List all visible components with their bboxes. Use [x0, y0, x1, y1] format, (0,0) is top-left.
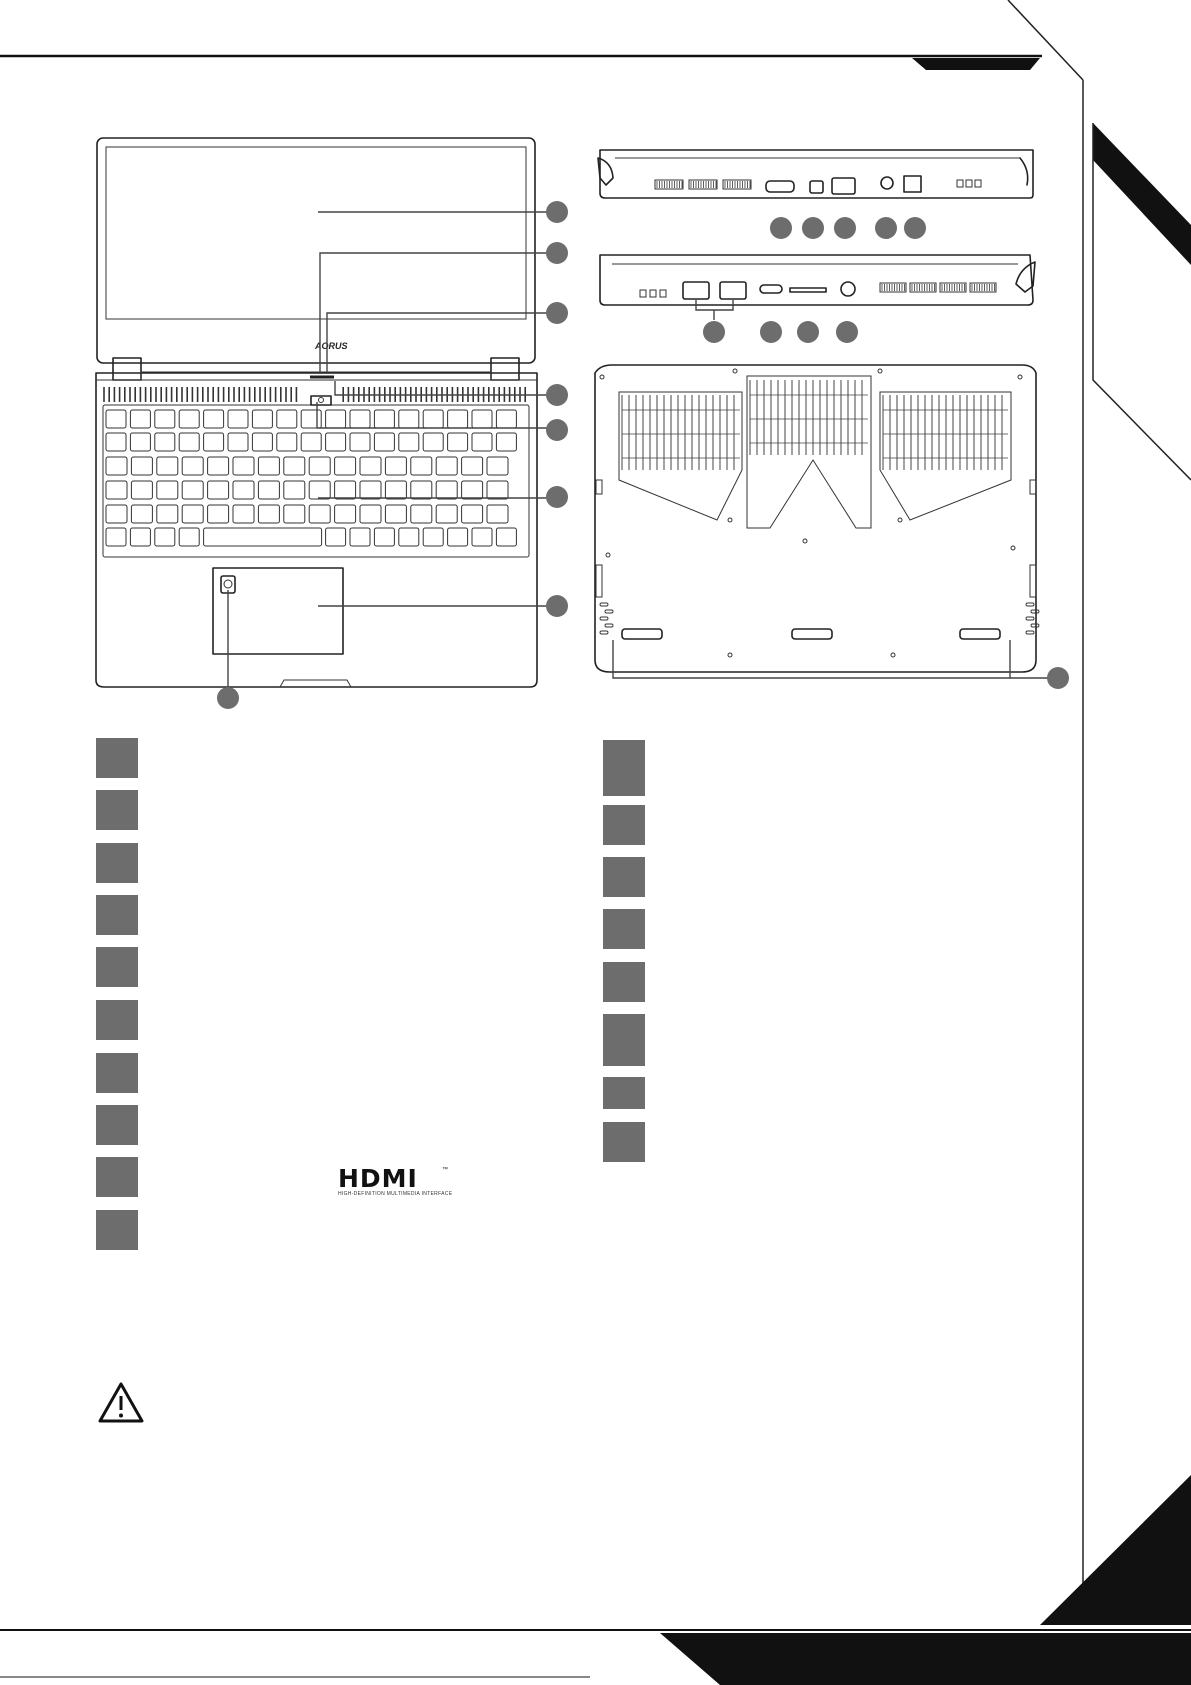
legend-number-box: [603, 1077, 645, 1109]
usb-c-port: [760, 285, 782, 293]
callout-marker: [546, 384, 568, 406]
legend-number-box: [96, 1000, 138, 1040]
callout-marker: [703, 321, 725, 343]
legend-number-box: [603, 962, 645, 1002]
warning-triangle-icon: [97, 1381, 145, 1425]
callout-marker: [834, 217, 856, 239]
legend-number-box: [96, 1210, 138, 1250]
mini-displayport: [810, 181, 823, 193]
sd-card-slot: [790, 288, 826, 292]
callout-marker: [904, 217, 926, 239]
callout-marker: [760, 321, 782, 343]
callout-marker: [875, 217, 897, 239]
legend-number-box: [96, 738, 138, 778]
audio-jack: [881, 177, 893, 189]
legend-number-box: [603, 805, 645, 845]
legend-number-box: [96, 947, 138, 987]
legend-number-box: [603, 909, 645, 949]
legend-number-box: [96, 790, 138, 830]
side-vents: [880, 283, 996, 292]
laptop-side-view-left: [590, 245, 1040, 350]
callout-bottom: [1000, 665, 1070, 695]
ethernet-port: [904, 176, 921, 192]
hdmi-logo-tm: ™: [442, 1167, 448, 1173]
callout-marker: [802, 217, 824, 239]
legend-number-box: [96, 1053, 138, 1093]
usb-port: [720, 282, 746, 299]
legend-number-box: [96, 1157, 138, 1197]
callouts-left: [200, 190, 570, 720]
callout-marker: [1047, 667, 1069, 689]
legend-number-box: [96, 1105, 138, 1145]
hdmi-logo-word: HDMI: [338, 1164, 418, 1193]
hdmi-port: [766, 181, 794, 192]
usb-port: [832, 178, 855, 194]
laptop-side-view-right: [590, 140, 1040, 250]
dc-in-jack: [841, 282, 855, 296]
callout-marker: [546, 201, 568, 223]
callout-marker: [546, 486, 568, 508]
callout-marker: [546, 302, 568, 324]
callout-marker: [546, 419, 568, 441]
callout-marker: [217, 687, 239, 709]
legend-number-box: [96, 843, 138, 883]
hdmi-logo: [338, 1164, 453, 1197]
legend-number-box: [96, 895, 138, 935]
callout-marker: [797, 321, 819, 343]
legend-number-box: [603, 740, 645, 796]
callout-marker: [546, 595, 568, 617]
callout-marker: [836, 321, 858, 343]
hdmi-logo-tagline: HIGH-DEFINITION MULTIMEDIA INTERFACE: [338, 1191, 453, 1197]
laptop-bottom-view: [590, 360, 1075, 700]
side-vents: [655, 180, 751, 189]
callout-marker: [770, 217, 792, 239]
legend-number-box: [603, 857, 645, 897]
callout-marker: [546, 242, 568, 264]
usb-port: [683, 282, 709, 299]
legend-number-box: [603, 1122, 645, 1162]
legend-number-box: [603, 1014, 645, 1066]
brand-logo: AORUS: [315, 341, 348, 351]
